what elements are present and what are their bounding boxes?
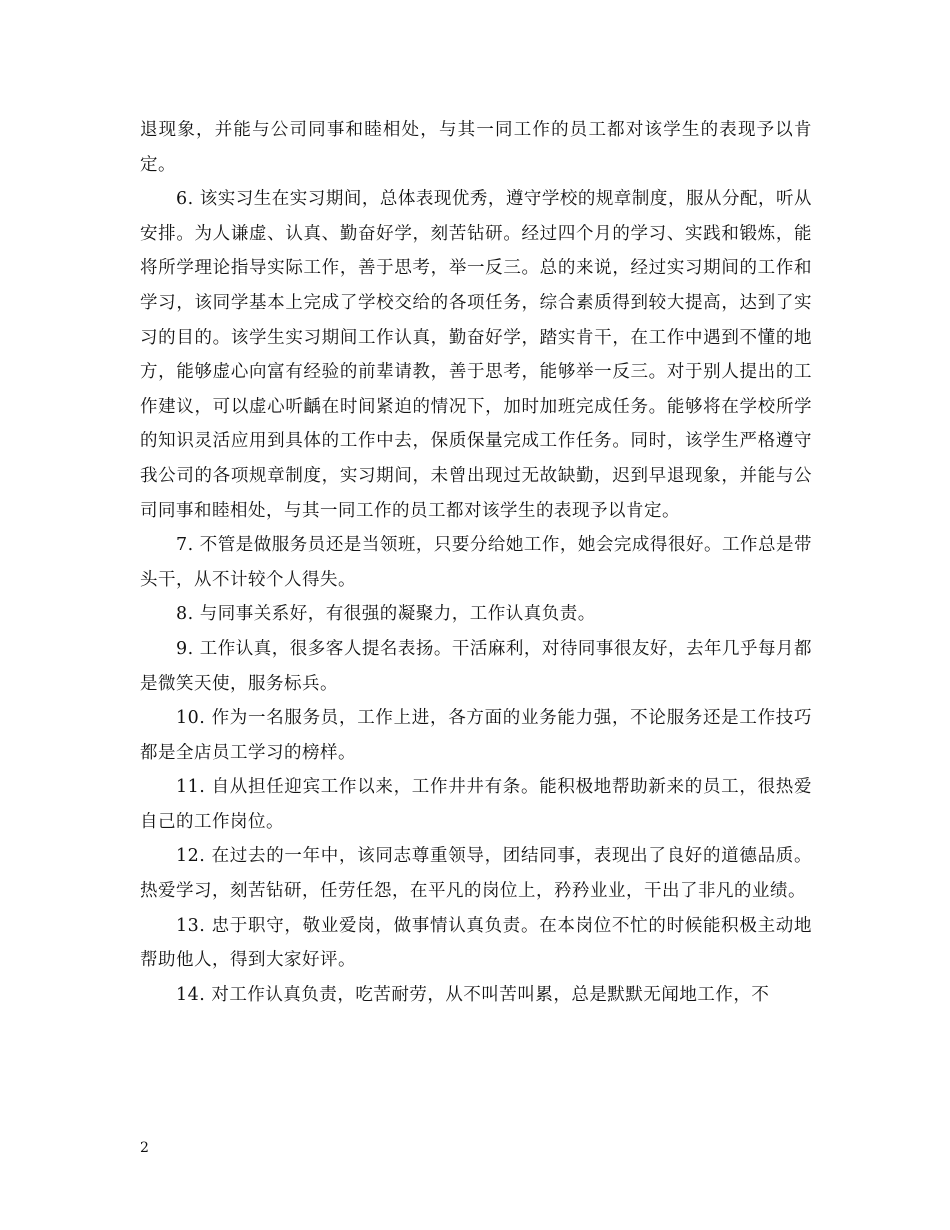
paragraph-item-12: 12. 在过去的一年中，该同志尊重领导，团结同事，表现出了良好的道德品质。热爱学习，刻苦钻研，任劳任怨，在平凡的岗位上，矜矜业业，干出了非凡的业绩。 xyxy=(140,846,812,902)
paragraph-continued: 退现象，并能与公司同事和睦相处，与其一同工作的员工都对该学生的表现予以肯定。 xyxy=(140,120,812,175)
paragraph-item-8: 8. 与同事关系好，有很强的凝聚力，工作认真负责。 xyxy=(176,604,596,625)
document-body xyxy=(140,113,812,1012)
paragraph-item-11: 11. 自从担任迎宾工作以来，工作井井有条。能积极地帮助新来的员工，很热爱自己的工作岗位。 xyxy=(140,777,812,832)
paragraph-item-14: 14. 对工作认真负责，吃苦耐劳，从不叫苦叫累，总是默默无闻地工作，不 xyxy=(176,984,770,1005)
paragraph-item-13: 13. 忠于职守，敬业爱岗，做事情认真负责。在本岗位不忙的时候能积极主动地帮助他人，得到大家好评。 xyxy=(140,915,812,971)
paragraph-item-9: 9. 工作认真，很多客人提名表扬。干活麻利，对待同事很友好，去年几乎每月都是微笑天使，服务标兵。 xyxy=(140,638,812,694)
page-number: 2 xyxy=(140,1140,149,1156)
paragraph-item-10: 10. 作为一名服务员，工作上进，各方面的业务能力强，不论服务还是工作技巧都是全店员工学习的榜样。 xyxy=(140,708,812,763)
paragraph-item-6: 6. 该实习生在实习期间，总体表现优秀，遵守学校的规章制度，服从分配，听从安排。为人谦虚、认真、勤奋好学，刻苦钻研。经过四个月的学习、实践和锻炼，能将所学理论指导实际工作，善于思考，举一反三。总的来说，经过实习期间的工作和学习，该同学基本上完成了学校交给的各项任务，综合素质得到较大提高，达到了实习的目的。该学生实习期间工作认真，勤奋好学，踏实肯干，在工作中遇到不懂的地方，能够虚心向富有经验的前辈请教，善于思考，能够举一反三。对于别人提出的工作建议，可以虚心听齲在时间紧迫的情况下，加时加班完成任务。能够将在学校所学的知识灵活应用到具体的工作中去，保质保量完成工作任务。同时，该学生严格遵守我公司的各项规章制度，实习期间，未曾出现过无故缺勤，迟到早退现象，并能与公司同事和睦相处，与其一同工作的员工都对该学生的表现予以肯定。 xyxy=(140,189,812,521)
paragraph-item-7: 7. 不管是做服务员还是当领班，只要分给她工作，她会完成得很好。工作总是带头干，从不计较个人得失。 xyxy=(140,535,812,590)
